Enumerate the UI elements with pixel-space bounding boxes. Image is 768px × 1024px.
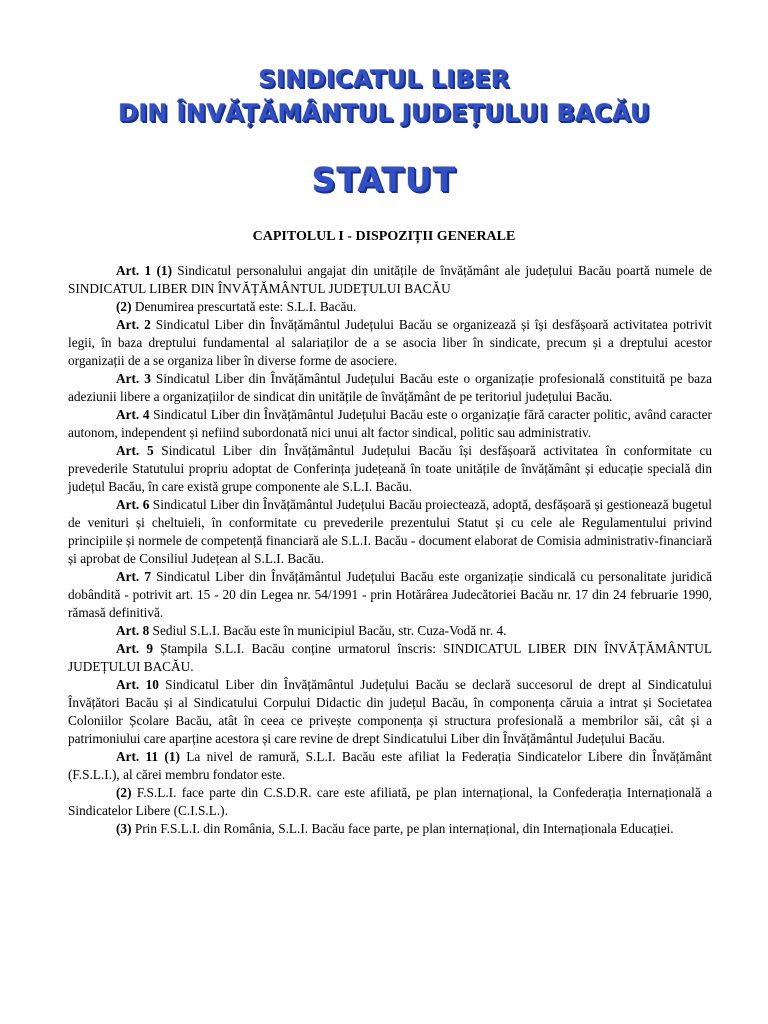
article-paragraph (68, 262, 712, 298)
union-name-line-2: DIN ÎNVĂȚĂMÂNTUL JUDEȚULUI BACĂU (118, 99, 650, 127)
article-paragraph (68, 370, 712, 406)
article-label: Art. 5 (116, 443, 154, 459)
article-paragraph (68, 748, 712, 784)
article-label: Art. 9 (116, 641, 153, 657)
article-paragraph (68, 298, 712, 316)
article-paragraph (68, 496, 712, 567)
article-label: (3) (116, 821, 132, 837)
article-text: Sindicatul Liber din Învățământul Județului Bacău este organizație sindicală cu personalitate juridică dobândită - potrivit art. 15 - 20 din Legea nr. 54/1991 - prin Hotărârea Judecătoriei Bacău nr. 17 din 24 februarie 1990, rămasă definitivă. (68, 569, 712, 620)
article-label: Art. 4 (116, 407, 150, 423)
article-paragraph (68, 676, 712, 747)
article-label: (2) (116, 785, 132, 801)
article-paragraph (68, 316, 712, 369)
article-label: Art. 2 (116, 317, 151, 333)
article-paragraph (68, 406, 712, 442)
article-label: Art. 7 (116, 569, 152, 585)
article-text: Prin F.S.L.I. din România, S.L.I. Bacău face parte, pe plan internațional, din Internaționala Educației. (131, 821, 674, 837)
article-paragraph (68, 640, 712, 676)
article-paragraph (68, 784, 712, 820)
article-text: Ștampila S.L.I. Bacău conține urmatorul înscris: SINDICATUL LIBER DIN ÎNVĂȚĂMÂNTUL JUDEȚULUI BACĂU. (68, 641, 712, 675)
article-paragraph (68, 622, 712, 640)
document-title: STATUT (311, 160, 457, 199)
article-label: Art. 11 (1) (116, 749, 180, 765)
article-label: Art. 3 (116, 371, 151, 387)
article-text: Sindicatul Liber din Învățământul Județului Bacău este o organizație fără caracter politic, având caracter autonom, independent și nefiind subordonată nici unui alt factor sindical, politic sau administrativ. (68, 407, 712, 441)
article-text: Sediul S.L.I. Bacău este în municipiul Bacău, str. Cuza-Vodă nr. 4. (149, 622, 507, 638)
article-label: Art. 1 (1) (116, 263, 173, 278)
articles-body (68, 262, 712, 839)
article-text: Sindicatul Liber din Învățământul Județului Bacău își desfășoară activitatea în conformitate cu prevederile Statutului propriu adoptat de Conferința județeană în toate unitățile de învățământ și educație specială din județul Bacău, în care există grupe componente ale S.L.I. Bacău. (68, 443, 712, 495)
article-text: Sindicatul personalului angajat din unitățile de învățământ ale județului Bacău poartă numele de SINDICATUL LIBER DIN ÎNVĂȚĂMÂNTUL JUDEȚULUI BACĂU (68, 263, 713, 296)
article-text: Sindicatul Liber din Învățământul Județului Bacău se organizează și își desfășoară activitatea potrivit legii, în baza dreptului fundamental al salariaților de a se asocia liber în sindicate, precum și a dreptului acestor organizații de a se organiza liber în diverse forme de asociere. (68, 317, 712, 368)
article-paragraph (68, 820, 712, 838)
union-name-line-1: SINDICATUL LIBER (258, 65, 510, 93)
article-text: Sindicatul Liber din Învățământul Județului Bacău este o organizație profesională constituită pe baza adeziunii libere a organizațiilor de sindicat din unitățile de învățământ de pe teritoriul județului Bacău. (68, 371, 712, 405)
article-label: Art. 10 (116, 677, 159, 693)
article-text: Denumirea prescurtată este: S.L.I. Bacău. (131, 299, 357, 315)
article-text: F.S.L.I. face parte din C.S.D.R. care este afiliată, pe plan internațional, la Confederația Internațională a Sindicatelor Libere (C.I.S.L.). (68, 785, 712, 818)
article-text: Sindicatul Liber din Învățământul Județului Bacău se declară succesorul de drept al Sindicatului Învățători Bacău și al Sindicatului Corpului Didactic din județul Bacău, în componența căruia a intrat și Societatea Coloniilor Școlare Bacău, atât în ceea ce privește componența și structura profesională a membrilor săi, cât și a patrimoniului care aparține acestora și care revine de drept Sindicatului Liber din Învățământul Județului Bacău. (68, 677, 713, 746)
chapter-heading: CAPITOLUL I - DISPOZIȚII GENERALE (252, 229, 516, 244)
article-paragraph (68, 568, 712, 621)
article-paragraph (68, 442, 712, 495)
article-text: Sindicatul Liber din Învățământul Județului Bacău proiectează, adoptă, desfășoară și gestionează bugetul de venituri și cheltuieli, în conformitate cu prevederile prezentului Statut și cu cele ale Regulamentului privind principiile și normele de competență financiară ale S.L.I. Bacău - document elaborat de Comisia administrativ-financiară și aprobat de Consiliul Județean al S.L.I. Bacău. (68, 497, 712, 566)
article-text: La nivel de ramură, S.L.I. Bacău este afiliat la Federația Sindicatelor Libere din Învățământ (F.S.L.I.), al cărei membru fondator este. (68, 749, 712, 782)
article-label: (2) (116, 299, 132, 315)
article-label: Art. 8 (116, 622, 150, 638)
article-label: Art. 6 (116, 497, 150, 513)
